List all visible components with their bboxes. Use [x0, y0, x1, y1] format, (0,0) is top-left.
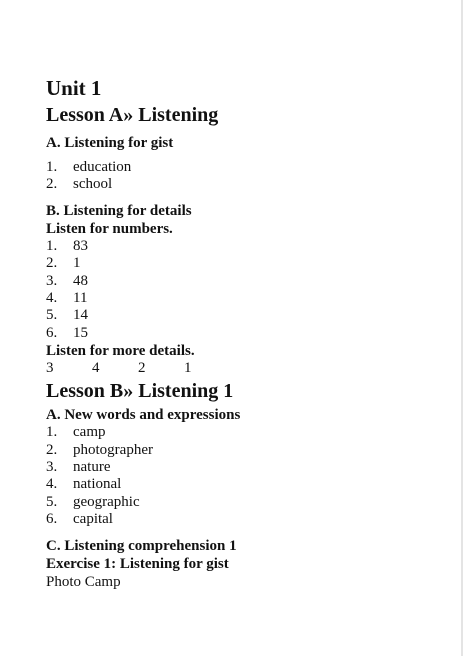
item-number: 4. [46, 290, 58, 307]
item-number: 2. [46, 176, 58, 193]
item-text: geographic [73, 493, 140, 510]
item-text: 11 [73, 290, 88, 307]
item-text: nature [73, 459, 111, 476]
item-number: 4. [46, 476, 58, 493]
item-text: 48 [73, 272, 88, 289]
answer-key-document [46, 76, 451, 591]
item-text: national [73, 476, 122, 493]
item-number: 1. [46, 159, 58, 175]
list-item [46, 290, 451, 307]
item-text: 15 [73, 324, 88, 341]
lesson-a-title: Lesson A» Listening [46, 104, 219, 126]
unit-title: Unit 1 [46, 76, 102, 100]
list-item [46, 494, 451, 511]
item-number: 3. [46, 272, 58, 289]
answer-value: 2 [138, 360, 146, 377]
item-text: camp [73, 424, 106, 441]
item-text: capital [73, 511, 113, 528]
item-number: 1. [46, 424, 58, 441]
answer-value: 3 [46, 360, 54, 377]
list-item [46, 307, 451, 324]
exercise-1-answer: Photo Camp [46, 573, 121, 590]
section-c-heading: C. Listening comprehension 1 [46, 537, 237, 554]
answer-value: 1 [184, 360, 192, 377]
section-a-heading-b: A. New words and expressions [46, 407, 241, 424]
list-item [46, 238, 451, 255]
item-number: 2. [46, 441, 58, 458]
more-details-heading: Listen for more details. [46, 343, 195, 360]
lesson-b-title: Lesson B» Listening 1 [46, 380, 234, 403]
item-text: photographer [73, 441, 153, 458]
item-number: 6. [46, 511, 58, 528]
item-number: 3. [46, 459, 58, 476]
more-details-answers [46, 360, 451, 377]
list-item [46, 176, 451, 193]
item-text: 83 [73, 237, 88, 254]
answer-value: 4 [92, 360, 100, 377]
item-number: 5. [46, 493, 58, 510]
gist-answer-list [46, 159, 451, 194]
item-text: education [73, 159, 132, 175]
item-number: 5. [46, 307, 58, 324]
list-item [46, 511, 451, 528]
exercise-1-heading: Exercise 1: Listening for gist [46, 555, 229, 572]
list-item [46, 255, 451, 272]
numbers-heading: Listen for numbers. [46, 220, 173, 237]
item-text: 1 [73, 255, 81, 272]
item-text: school [73, 176, 113, 193]
list-item [46, 424, 451, 441]
section-a-heading: A. Listening for gist [46, 135, 174, 151]
numbers-answer-list [46, 238, 451, 342]
section-b-heading: B. Listening for details [46, 202, 192, 219]
words-answer-list [46, 424, 451, 528]
list-item [46, 442, 451, 459]
list-item [46, 273, 451, 290]
list-item [46, 159, 451, 176]
list-item [46, 476, 451, 493]
list-item [46, 459, 451, 476]
item-number: 1. [46, 237, 58, 254]
item-number: 2. [46, 255, 58, 272]
list-item [46, 325, 451, 342]
item-text: 14 [73, 307, 88, 324]
item-number: 6. [46, 324, 58, 341]
